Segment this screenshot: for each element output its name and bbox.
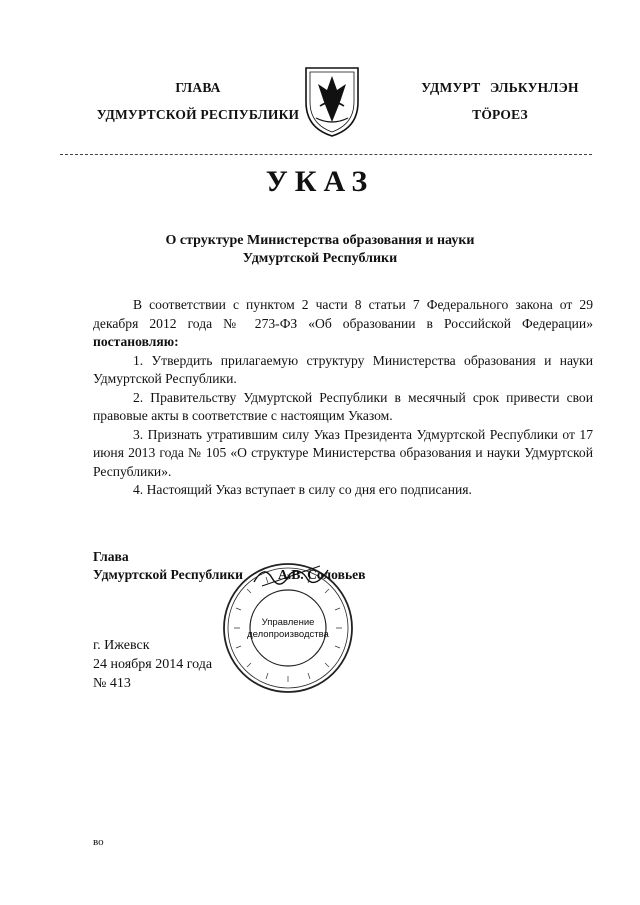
preamble-text: В соответствии с пунктом 2 части 8 статьи 7 Федерального закона от 29 декабря 2012 года № 273-ФЗ «Об образовании в Российской Федерации» — [93, 297, 593, 331]
place-date-block — [93, 636, 212, 693]
item-paragraph: 1. Утвердить прилагаемую структуру Министерства образования и науки Удмуртской Республики. — [93, 352, 593, 386]
decree-number: № 413 — [93, 676, 131, 691]
footer-mark: во — [93, 836, 104, 848]
signature-row — [93, 566, 366, 584]
header-divider — [60, 154, 592, 155]
coat-of-arms-icon — [300, 62, 364, 138]
header-left-line2: УДМУРТСКОЙ РЕСПУБЛИКИ — [96, 107, 300, 122]
signature-name: А.В. Соловьев — [278, 567, 366, 582]
signature-title-line2: Удмуртской Республики — [93, 567, 243, 582]
stamp-center-line1: Управление — [261, 617, 315, 628]
decree-date: 24 ноября 2014 года — [93, 657, 213, 672]
header-right-line2: ТӦРОЕЗ — [472, 107, 528, 122]
subject-line2: Удмуртской Республики — [242, 251, 398, 266]
item-paragraph: 2. Правительству Удмуртской Республики в месячный срок привести свои правовые акты в соответствие с настоящим Указом. — [93, 389, 593, 423]
item-paragraph: 4. Настоящий Указ вступает в силу со дня его подписания. — [133, 482, 472, 497]
preamble-paragraph — [93, 296, 593, 352]
header-right — [400, 80, 600, 123]
document-subject — [0, 232, 640, 268]
handwritten-signature — [250, 560, 340, 590]
document-title: УКАЗ — [265, 165, 375, 198]
header-right-line1: УДМУРТ ЭЛЬКУНЛЭН — [421, 80, 579, 95]
item-paragraph: 3. Признать утратившим силу Указ Президента Удмуртской Республики от 17 июня 2013 года № 105 «О структуре Министерства образования и науки Удмуртской Республики». — [93, 426, 593, 479]
city: г. Ижевск — [93, 638, 150, 653]
subject-line1: О структуре Министерства образования и науки — [165, 233, 475, 248]
document-body — [93, 296, 593, 500]
signature-title-line1: Глава — [93, 549, 129, 564]
header-left — [88, 80, 308, 123]
preamble-decree-word: постановляю: — [93, 334, 179, 349]
signature-block — [93, 548, 366, 584]
stamp-center-line2: делопроизводства — [247, 629, 329, 640]
header-left-line1: ГЛАВА — [175, 80, 221, 95]
